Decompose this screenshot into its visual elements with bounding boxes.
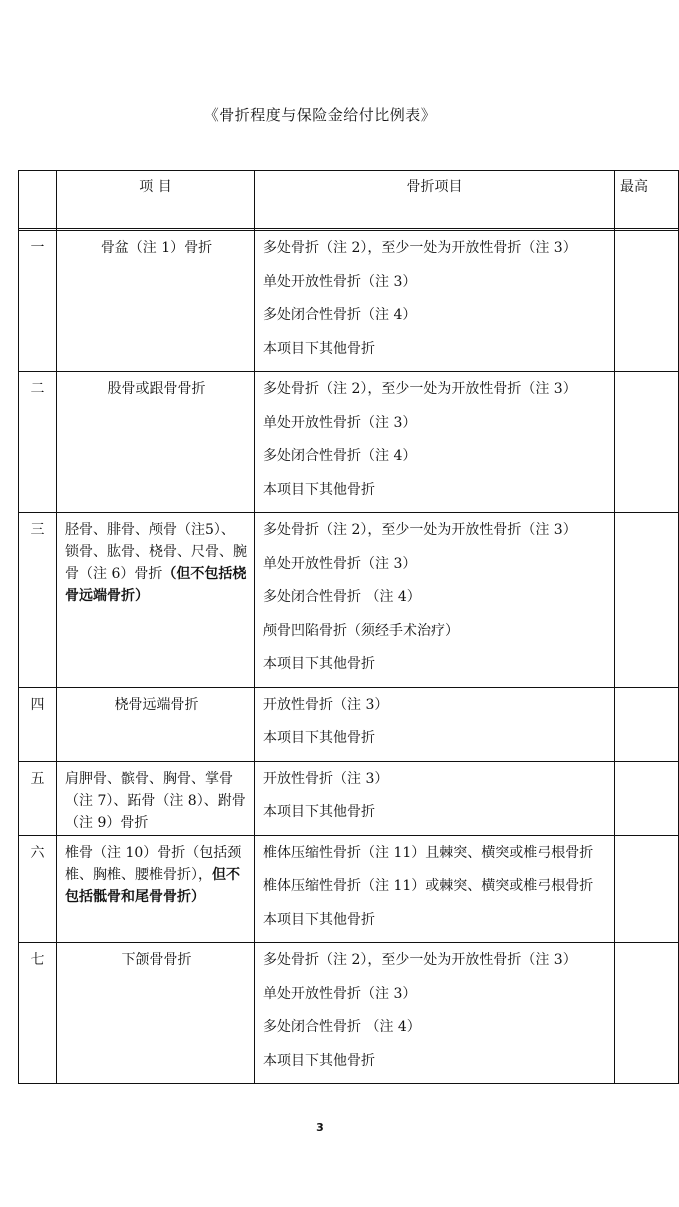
row-number: 一 [19, 231, 57, 372]
fracture-category-text: 股骨或跟骨骨折 [107, 381, 206, 397]
fracture-sub-items [255, 513, 615, 688]
max-ratio-cell [615, 943, 679, 1084]
table-row [19, 835, 679, 943]
fracture-category [57, 231, 255, 372]
fracture-category [57, 761, 255, 835]
max-ratio-cell [615, 372, 679, 513]
fracture-sub-item: 单处开放性骨折（注 3） [263, 555, 417, 572]
fracture-ratio-table-container [18, 170, 648, 1069]
row-number: 七 [19, 943, 57, 1084]
table-row [19, 761, 679, 835]
header-item: 项 目 [57, 171, 255, 229]
fracture-sub-items [255, 761, 615, 835]
fracture-sub-item: 多处闭合性骨折 （注 4） [263, 589, 421, 605]
fracture-sub-item: 单处开放性骨折（注 3） [263, 414, 417, 431]
fracture-sub-item: 多处闭合性骨折 （注 4） [263, 1019, 421, 1035]
fracture-category [57, 372, 255, 513]
row-number: 四 [19, 687, 57, 761]
fracture-category-text: 胫骨、腓骨、颅骨（注5）、锁骨、肱骨、桡骨、尺骨、腕骨（注 6）骨折 [65, 522, 247, 582]
row-number: 六 [19, 835, 57, 943]
fracture-sub-item: 多处骨折（注 2），至少一处为开放性骨折（注 3） [263, 240, 577, 256]
fracture-ratio-table [18, 170, 679, 1084]
fracture-sub-item: 多处骨折（注 2），至少一处为开放性骨折（注 3） [263, 381, 577, 397]
header-fracture-item: 骨折项目 [255, 171, 615, 229]
fracture-sub-item: 多处闭合性骨折（注 4） [263, 448, 417, 464]
table-row [19, 687, 679, 761]
table-row [19, 231, 679, 372]
max-ratio-cell [615, 231, 679, 372]
fracture-category-text: 骨盆（注 1）骨折 [100, 240, 213, 256]
fracture-sub-items [255, 943, 615, 1084]
fracture-sub-item: 本项目下其他骨折 [263, 340, 375, 357]
fracture-category-text: 下颌骨骨折 [121, 952, 192, 968]
fracture-sub-item: 椎体压缩性骨折（注 11）或棘突、横突或椎弓根骨折 [263, 878, 594, 894]
fracture-category-exclusion: （但不包括桡骨远端骨折） [65, 566, 247, 604]
fracture-category-text: 椎骨（注 10）骨折（包括颈椎、胸椎、腰椎骨折）， [65, 844, 242, 883]
max-ratio-cell [615, 687, 679, 761]
fracture-sub-item: 开放性骨折（注 3） [263, 770, 389, 787]
fracture-category [57, 687, 255, 761]
fracture-category [57, 943, 255, 1084]
fracture-category [57, 835, 255, 943]
fracture-sub-item: 单处开放性骨折（注 3） [263, 985, 417, 1002]
table-header-row [19, 171, 679, 229]
fracture-sub-item: 椎体压缩性骨折（注 11）且棘突、横突或椎弓根骨折 [263, 844, 594, 861]
fracture-category-exclusion: 但不包括骶骨和尾骨骨折） [65, 866, 240, 905]
fracture-sub-items [255, 835, 615, 943]
fracture-sub-item: 本项目下其他骨折 [263, 1052, 375, 1069]
header-num [19, 171, 57, 229]
table-row [19, 943, 679, 1084]
page-title: 《骨折程度与保险金给付比例表》 [203, 106, 437, 124]
fracture-sub-item: 多处骨折（注 2），至少一处为开放性骨折（注 3） [263, 522, 577, 538]
table-row [19, 513, 679, 688]
fracture-category [57, 513, 255, 688]
fracture-category-text: 肩胛骨、髌骨、胸骨、掌骨（注 7）、跖骨（注 8）、跗骨（注 9）骨折 [65, 770, 246, 831]
table-body [19, 231, 679, 1084]
fracture-sub-item: 颅骨凹陷骨折（须经手术治疗） [263, 622, 459, 639]
fracture-sub-item: 本项目下其他骨折 [263, 911, 375, 928]
row-number: 五 [19, 761, 57, 835]
row-number: 三 [19, 513, 57, 688]
max-ratio-cell [615, 761, 679, 835]
header-max-ratio: 最高 [615, 171, 679, 229]
fracture-sub-items [255, 687, 615, 761]
fracture-sub-item: 本项目下其他骨折 [263, 804, 375, 820]
fracture-sub-item: 单处开放性骨折（注 3） [263, 273, 417, 290]
fracture-sub-item: 多处闭合性骨折（注 4） [263, 307, 417, 323]
fracture-sub-item: 本项目下其他骨折 [263, 656, 375, 672]
max-ratio-cell [615, 513, 679, 688]
fracture-sub-item: 本项目下其他骨折 [263, 730, 375, 746]
max-ratio-cell [615, 835, 679, 943]
fracture-sub-items [255, 231, 615, 372]
page-number: 3 [316, 1121, 324, 1134]
fracture-category-text: 桡骨远端骨折 [114, 696, 199, 713]
row-number: 二 [19, 372, 57, 513]
fracture-sub-item: 多处骨折（注 2），至少一处为开放性骨折（注 3） [263, 952, 577, 968]
fracture-sub-items [255, 372, 615, 513]
table-row [19, 372, 679, 513]
fracture-sub-item: 本项目下其他骨折 [263, 481, 375, 498]
fracture-sub-item: 开放性骨折（注 3） [263, 696, 389, 713]
